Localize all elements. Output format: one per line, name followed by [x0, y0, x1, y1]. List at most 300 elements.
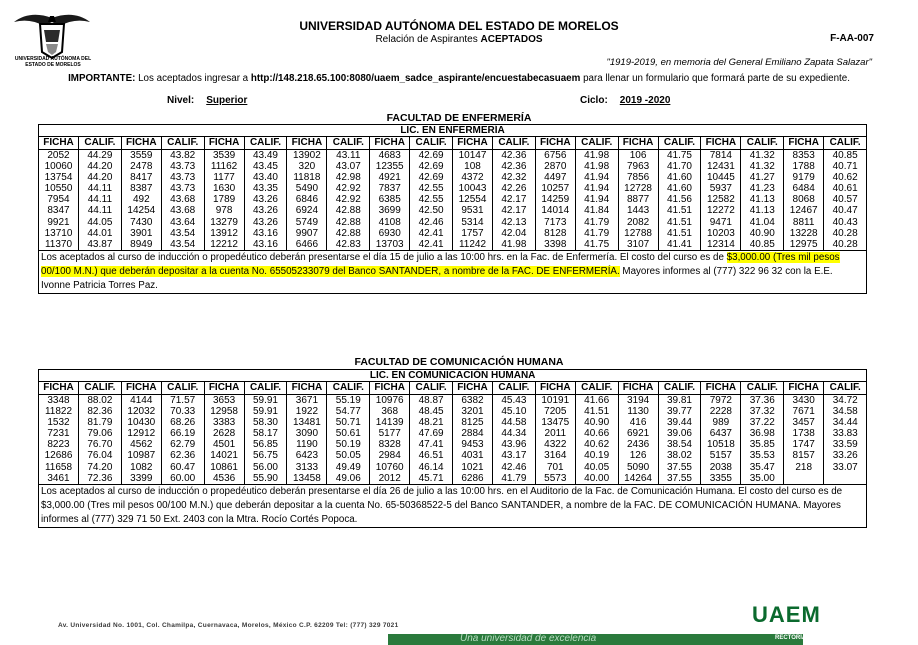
- calif-cell: 39.44: [658, 417, 701, 428]
- calif-cell: 37.55: [658, 473, 701, 485]
- ficha-cell: 3559: [121, 150, 161, 162]
- col-header-ficha: FICHA: [784, 382, 824, 395]
- calif-cell: 66.19: [161, 428, 204, 439]
- ficha-cell: 1021: [452, 462, 492, 473]
- ficha-cell: 12272: [701, 205, 741, 216]
- calif-cell: 35.00: [741, 473, 784, 485]
- calif-cell: 72.36: [79, 473, 122, 485]
- ficha-cell: 10191: [535, 395, 575, 407]
- calif-cell: 47.41: [410, 439, 453, 450]
- survey-link[interactable]: http://148.218.65.100:8080/uaem_sadce_aspirante/encuestabecasuaem: [250, 73, 581, 84]
- col-header-ficha: FICHA: [701, 137, 741, 150]
- calif-cell: 43.73: [161, 161, 204, 172]
- calif-cell: 43.73: [161, 172, 204, 183]
- calif-cell: 35.85: [741, 439, 784, 450]
- ficha-cell: 8068: [784, 194, 824, 205]
- calif-cell: 42.55: [410, 183, 453, 194]
- calif-cell: 43.45: [244, 161, 287, 172]
- calif-cell: 41.84: [575, 205, 618, 216]
- calif-cell: 41.27: [741, 172, 784, 183]
- calif-cell: 42.92: [327, 194, 370, 205]
- ficha-cell: 14264: [618, 473, 658, 485]
- calif-cell: 40.85: [741, 239, 784, 251]
- ficha-cell: 7205: [535, 406, 575, 417]
- calif-cell: 42.26: [492, 183, 535, 194]
- col-header-calif: CALIF.: [410, 137, 453, 150]
- col-header-calif: CALIF.: [410, 382, 453, 395]
- ficha-cell: 12728: [618, 183, 658, 194]
- ficha-cell: 12912: [121, 428, 161, 439]
- nivel-label: Nivel:: [167, 95, 195, 106]
- col-header-calif: CALIF.: [575, 137, 618, 150]
- ficha-cell: 2012: [370, 473, 410, 485]
- calif-cell: 41.56: [658, 194, 701, 205]
- document-subtitle: [0, 34, 918, 45]
- logo-caption: UNIVERSIDAD AUTÓNOMA DEL ESTADO DE MORELOS: [14, 56, 92, 68]
- ficha-cell: 9471: [701, 217, 741, 228]
- ficha-cell: 7856: [618, 172, 658, 183]
- ficha-cell: 10760: [370, 462, 410, 473]
- ficha-cell: 4562: [121, 439, 161, 450]
- table-row: [39, 150, 867, 162]
- ficha-cell: 8328: [370, 439, 410, 450]
- table-body: [39, 150, 867, 251]
- ficha-cell: 13710: [39, 228, 79, 239]
- ficha-cell: 7814: [701, 150, 741, 162]
- col-header-ficha: FICHA: [535, 137, 575, 150]
- col-header-calif: CALIF.: [161, 137, 204, 150]
- calif-cell: 40.62: [824, 172, 867, 183]
- ficha-cell: 3194: [618, 395, 658, 407]
- col-header-ficha: FICHA: [370, 137, 410, 150]
- table-row: [39, 194, 867, 205]
- calif-cell: 76.70: [79, 439, 122, 450]
- ficha-cell: 11658: [39, 462, 79, 473]
- ficha-cell: 3457: [784, 417, 824, 428]
- calif-cell: 62.79: [161, 439, 204, 450]
- calif-cell: 76.04: [79, 450, 122, 461]
- calif-cell: 56.85: [244, 439, 287, 450]
- calif-cell: 46.14: [410, 462, 453, 473]
- col-header-ficha: FICHA: [204, 137, 244, 150]
- ficha-cell: 12975: [784, 239, 824, 251]
- calif-cell: 40.19: [575, 450, 618, 461]
- calif-cell: 40.28: [824, 228, 867, 239]
- calif-cell: 49.06: [327, 473, 370, 485]
- ficha-cell: 14014: [535, 205, 575, 216]
- ficha-cell: 5573: [535, 473, 575, 485]
- calif-cell: 47.69: [410, 428, 453, 439]
- col-header-ficha: FICHA: [452, 137, 492, 150]
- ficha-cell: 1788: [784, 161, 824, 172]
- calif-cell: 36.98: [741, 428, 784, 439]
- ficha-cell: 416: [618, 417, 658, 428]
- calif-cell: 42.88: [327, 228, 370, 239]
- uaem-brand: UAEM: [752, 602, 821, 627]
- ficha-cell: 12582: [701, 194, 741, 205]
- ficha-cell: 8387: [121, 183, 161, 194]
- col-header-calif: CALIF.: [244, 137, 287, 150]
- col-header-calif: CALIF.: [492, 137, 535, 150]
- col-header-ficha: FICHA: [121, 137, 161, 150]
- ficha-cell: 12431: [701, 161, 741, 172]
- calif-cell: 34.44: [824, 417, 867, 428]
- ficha-cell: 10430: [121, 417, 161, 428]
- ficha-cell: 8811: [784, 217, 824, 228]
- form-code: F-AA-007: [830, 33, 874, 44]
- calif-cell: 41.75: [575, 239, 618, 251]
- calif-cell: [824, 473, 867, 485]
- calif-cell: 44.11: [79, 194, 122, 205]
- calif-cell: 71.57: [161, 395, 204, 407]
- ficha-cell: 2038: [701, 462, 741, 473]
- calif-cell: 45.43: [492, 395, 535, 407]
- calif-cell: 41.13: [741, 205, 784, 216]
- faculty-title-enfermeria: FACULTAD DE ENFERMERÍA: [386, 112, 532, 124]
- ficha-cell: 5090: [618, 462, 658, 473]
- ficha-cell: 6924: [287, 205, 327, 216]
- ficha-cell: 3133: [287, 462, 327, 473]
- calif-cell: 43.96: [492, 439, 535, 450]
- calif-cell: 41.32: [741, 161, 784, 172]
- calif-cell: 42.46: [410, 217, 453, 228]
- ficha-cell: 8125: [452, 417, 492, 428]
- ficha-cell: 7837: [370, 183, 410, 194]
- calif-cell: 43.26: [244, 217, 287, 228]
- calif-cell: 34.58: [824, 406, 867, 417]
- calif-cell: 41.04: [741, 217, 784, 228]
- calif-cell: 37.36: [741, 395, 784, 407]
- ficha-cell: 6382: [452, 395, 492, 407]
- note-text-pre: Los aceptados al curso de inducción o propedéutico deberán presentarse el día 15 de julio a las 10:00 hrs. en la Fac. de Enfermería. El costo del curso es de: [41, 251, 727, 263]
- ficha-cell: 1532: [39, 417, 79, 428]
- important-label: IMPORTANTE:: [68, 73, 136, 84]
- calif-cell: 43.68: [161, 205, 204, 216]
- ficha-cell: 1190: [287, 439, 327, 450]
- ficha-cell: 3107: [618, 239, 658, 251]
- ficha-cell: 8949: [121, 239, 161, 251]
- ficha-cell: 9179: [784, 172, 824, 183]
- calif-cell: 42.17: [492, 205, 535, 216]
- calif-cell: 40.00: [575, 473, 618, 485]
- ficha-cell: 10257: [535, 183, 575, 194]
- calif-cell: 45.10: [492, 406, 535, 417]
- ficha-cell: 13279: [204, 217, 244, 228]
- ficha-cell: 3164: [535, 450, 575, 461]
- calif-cell: 40.43: [824, 217, 867, 228]
- calif-cell: 50.05: [327, 450, 370, 461]
- calif-cell: 40.05: [575, 462, 618, 473]
- calif-cell: 42.88: [327, 217, 370, 228]
- calif-cell: 82.36: [79, 406, 122, 417]
- calif-cell: 43.26: [244, 194, 287, 205]
- ficha-cell: 2478: [121, 161, 161, 172]
- calif-cell: 43.17: [492, 450, 535, 461]
- calif-cell: 40.57: [824, 194, 867, 205]
- ficha-cell: 7972: [701, 395, 741, 407]
- ficha-cell: 12467: [784, 205, 824, 216]
- ficha-cell: 5157: [701, 450, 741, 461]
- ficha-cell: 1177: [204, 172, 244, 183]
- col-header-ficha: FICHA: [784, 137, 824, 150]
- calif-cell: 42.69: [410, 172, 453, 183]
- ficha-cell: 1757: [452, 228, 492, 239]
- ficha-cell: 2228: [701, 406, 741, 417]
- ficha-cell: 3461: [39, 473, 79, 485]
- table-row: [39, 417, 867, 428]
- calif-cell: 40.66: [575, 428, 618, 439]
- col-header-ficha: FICHA: [39, 137, 79, 150]
- ficha-cell: 13703: [370, 239, 410, 251]
- ficha-cell: 12314: [701, 239, 741, 251]
- calif-cell: 41.32: [741, 150, 784, 162]
- calif-cell: 41.79: [575, 217, 618, 228]
- table-row: [39, 450, 867, 461]
- ficha-cell: 1789: [204, 194, 244, 205]
- calif-cell: 41.94: [575, 172, 618, 183]
- ficha-cell: 978: [204, 205, 244, 216]
- calif-cell: 48.21: [410, 417, 453, 428]
- calif-cell: 56.00: [244, 462, 287, 473]
- calif-cell: 88.02: [79, 395, 122, 407]
- note-text-post: Mayores informes al (777) 322 96 32 con la E.E. Ivonne Patricia Torres Paz.: [41, 265, 833, 291]
- calif-cell: 45.71: [410, 473, 453, 485]
- ficha-cell: 12554: [452, 194, 492, 205]
- col-header-calif: CALIF.: [79, 137, 122, 150]
- calif-cell: 35.53: [741, 450, 784, 461]
- ficha-cell: 2011: [535, 428, 575, 439]
- ficha-cell: 4497: [535, 172, 575, 183]
- table-row: [39, 205, 867, 216]
- ficha-cell: 8353: [784, 150, 824, 162]
- calif-cell: 41.75: [658, 150, 701, 162]
- ficha-cell: 6466: [287, 239, 327, 251]
- calif-cell: 41.98: [575, 161, 618, 172]
- calif-cell: 33.07: [824, 462, 867, 473]
- ficha-cell: 9453: [452, 439, 492, 450]
- calif-cell: 43.35: [244, 183, 287, 194]
- ficha-cell: 7430: [121, 217, 161, 228]
- ficha-cell: 10861: [204, 462, 244, 473]
- ficha-cell: 3355: [701, 473, 741, 485]
- ficha-cell: 3901: [121, 228, 161, 239]
- ficha-cell: 1082: [121, 462, 161, 473]
- ficha-cell: 4501: [204, 439, 244, 450]
- calif-cell: 42.69: [410, 161, 453, 172]
- table-header-row: [39, 137, 867, 150]
- col-header-ficha: FICHA: [618, 382, 658, 395]
- calif-cell: 44.29: [79, 150, 122, 162]
- ficha-cell: 10976: [370, 395, 410, 407]
- ficha-cell: 7173: [535, 217, 575, 228]
- table-header-row: [39, 382, 867, 395]
- ficha-cell: 10445: [701, 172, 741, 183]
- table-body: [39, 395, 867, 485]
- ficha-cell: 3399: [121, 473, 161, 485]
- ficha-cell: 3699: [370, 205, 410, 216]
- calif-cell: 40.61: [824, 183, 867, 194]
- ficha-cell: 3201: [452, 406, 492, 417]
- calif-cell: 56.75: [244, 450, 287, 461]
- calif-cell: 43.64: [161, 217, 204, 228]
- ficha-cell: 13912: [204, 228, 244, 239]
- ciclo: [580, 95, 670, 106]
- calif-cell: 44.58: [492, 417, 535, 428]
- ficha-cell: 8347: [39, 205, 79, 216]
- table-row: [39, 228, 867, 239]
- calif-cell: 41.98: [492, 239, 535, 251]
- table-row: [39, 462, 867, 473]
- calif-cell: 48.45: [410, 406, 453, 417]
- col-header-calif: CALIF.: [741, 382, 784, 395]
- calif-cell: 50.19: [327, 439, 370, 450]
- ficha-cell: 13754: [39, 172, 79, 183]
- calif-cell: 33.26: [824, 450, 867, 461]
- calif-cell: 58.30: [244, 417, 287, 428]
- subtitle-text: Relación de Aspirantes: [375, 34, 481, 45]
- ficha-cell: 5749: [287, 217, 327, 228]
- calif-cell: 55.19: [327, 395, 370, 407]
- calif-cell: 41.13: [741, 194, 784, 205]
- ficha-cell: 9907: [287, 228, 327, 239]
- ficha-cell: 8223: [39, 439, 79, 450]
- calif-cell: 44.34: [492, 428, 535, 439]
- col-header-calif: CALIF.: [79, 382, 122, 395]
- calif-cell: 33.83: [824, 428, 867, 439]
- subtitle-bold: ACEPTADOS: [480, 34, 543, 45]
- ficha-cell: 2628: [204, 428, 244, 439]
- calif-cell: 40.90: [741, 228, 784, 239]
- ficha-cell: 3539: [204, 150, 244, 162]
- calif-cell: 41.23: [741, 183, 784, 194]
- calif-cell: 42.46: [492, 462, 535, 473]
- calif-cell: 43.07: [327, 161, 370, 172]
- calif-cell: 70.33: [161, 406, 204, 417]
- calif-cell: 40.28: [824, 239, 867, 251]
- university-title: UNIVERSIDAD AUTÓNOMA DEL ESTADO DE MORELOS: [299, 19, 619, 33]
- calif-cell: 42.41: [410, 228, 453, 239]
- program-name: LIC. EN COMUNICACIÓN HUMANA: [39, 370, 867, 382]
- ficha-cell: 1630: [204, 183, 244, 194]
- calif-cell: 35.47: [741, 462, 784, 473]
- program-name: LIC. EN ENFERMERÍA: [39, 125, 867, 137]
- ficha-cell: 7954: [39, 194, 79, 205]
- table-row: [39, 161, 867, 172]
- ficha-cell: 4108: [370, 217, 410, 228]
- calif-cell: 44.20: [79, 172, 122, 183]
- ficha-cell: 2984: [370, 450, 410, 461]
- calif-cell: 42.32: [492, 172, 535, 183]
- ficha-cell: 13458: [287, 473, 327, 485]
- col-header-ficha: FICHA: [39, 382, 79, 395]
- calif-cell: 41.51: [658, 205, 701, 216]
- ficha-cell: 4372: [452, 172, 492, 183]
- col-header-calif: CALIF.: [327, 382, 370, 395]
- table-row: [39, 172, 867, 183]
- calif-cell: 48.87: [410, 395, 453, 407]
- ficha-cell: 9921: [39, 217, 79, 228]
- col-header-calif: CALIF.: [824, 137, 867, 150]
- calif-cell: 42.36: [492, 161, 535, 172]
- table-row: [39, 439, 867, 450]
- ficha-cell: 12958: [204, 406, 244, 417]
- faculty-title-comunicacion: FACULTAD DE COMUNICACIÓN HUMANA: [354, 356, 564, 368]
- calif-cell: 44.05: [79, 217, 122, 228]
- calif-cell: 79.06: [79, 428, 122, 439]
- ficha-cell: 12212: [204, 239, 244, 251]
- ficha-cell: 6930: [370, 228, 410, 239]
- ficha-cell: 5177: [370, 428, 410, 439]
- calif-cell: 50.61: [327, 428, 370, 439]
- col-header-calif: CALIF.: [492, 382, 535, 395]
- calif-cell: 43.54: [161, 239, 204, 251]
- ficha-cell: 8877: [618, 194, 658, 205]
- calif-cell: 49.49: [327, 462, 370, 473]
- ficha-cell: 14139: [370, 417, 410, 428]
- ficha-cell: 10043: [452, 183, 492, 194]
- ficha-cell: 13475: [535, 417, 575, 428]
- calif-cell: 41.51: [575, 406, 618, 417]
- ficha-cell: 4683: [370, 150, 410, 162]
- col-header-calif: CALIF.: [575, 382, 618, 395]
- ficha-cell: 4144: [121, 395, 161, 407]
- ficha-cell: 492: [121, 194, 161, 205]
- calif-cell: 41.94: [575, 183, 618, 194]
- calif-cell: 39.77: [658, 406, 701, 417]
- motto: "1919-2019, en memoria del General Emiliano Zapata Salazar": [606, 57, 872, 68]
- calif-cell: 44.20: [79, 161, 122, 172]
- ficha-cell: 4031: [452, 450, 492, 461]
- ficha-cell: 11370: [39, 239, 79, 251]
- calif-cell: 42.41: [410, 239, 453, 251]
- calif-cell: 43.87: [79, 239, 122, 251]
- calif-cell: 43.16: [244, 228, 287, 239]
- calif-cell: 40.62: [575, 439, 618, 450]
- col-header-ficha: FICHA: [121, 382, 161, 395]
- ficha-cell: 2052: [39, 150, 79, 162]
- ficha-cell: 10203: [701, 228, 741, 239]
- ficha-cell: 989: [701, 417, 741, 428]
- ficha-cell: 218: [784, 462, 824, 473]
- ficha-cell: 4921: [370, 172, 410, 183]
- calif-cell: 40.71: [824, 161, 867, 172]
- ficha-cell: 126: [618, 450, 658, 461]
- ficha-cell: [784, 473, 824, 485]
- calif-cell: 41.60: [658, 183, 701, 194]
- col-header-calif: CALIF.: [658, 382, 701, 395]
- calif-cell: 60.00: [161, 473, 204, 485]
- col-header-calif: CALIF.: [161, 382, 204, 395]
- important-post: para llenar un formulario que formará parte de su expediente.: [580, 73, 850, 84]
- calif-cell: 37.22: [741, 417, 784, 428]
- calif-cell: 42.69: [410, 150, 453, 162]
- ficha-cell: 2884: [452, 428, 492, 439]
- col-header-ficha: FICHA: [204, 382, 244, 395]
- ficha-cell: 4322: [535, 439, 575, 450]
- ficha-cell: 3430: [784, 395, 824, 407]
- calif-cell: 81.79: [79, 417, 122, 428]
- section-note: Los aceptados al curso de inducción o propedéutico deberán presentarse el día 26 de julio a las 10:00 hrs. en el Auditorio de la Fac. de Comunicación Humana. El costo del curso es de $3,000.00 (Tres mil pesos 00/100 M.N.) que deberán depositar a la cuenta No. 65-50368522-5 del Banco SANTANDER, a nombre de la FAC. DE COMUNICACIÓN HUMANA. Mayores informes al (777) 329 71 50 Ext. 2403 con la Mtra. Rocío Cortés Popoca.: [39, 484, 867, 527]
- col-header-ficha: FICHA: [287, 137, 327, 150]
- calif-cell: 37.55: [658, 462, 701, 473]
- ficha-cell: 1922: [287, 406, 327, 417]
- ficha-cell: 6846: [287, 194, 327, 205]
- ficha-cell: 106: [618, 150, 658, 162]
- col-header-calif: CALIF.: [327, 137, 370, 150]
- ciclo-label: Ciclo:: [580, 95, 608, 106]
- nivel: [167, 95, 247, 106]
- calif-cell: 42.36: [492, 150, 535, 162]
